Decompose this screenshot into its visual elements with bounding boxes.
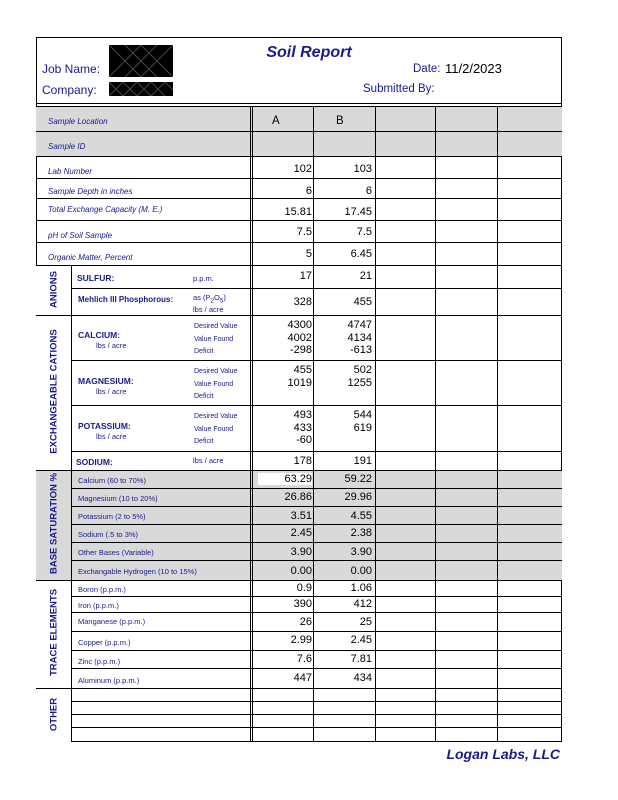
desired-label: Desired Value xyxy=(194,368,238,375)
value: -613 xyxy=(349,344,372,356)
column-a-header: A xyxy=(272,115,280,127)
other-row xyxy=(36,727,562,742)
value: 455 xyxy=(293,364,312,376)
value-b: 2.38 xyxy=(350,527,372,539)
value: -60 xyxy=(296,434,312,446)
date-label: Date: xyxy=(413,63,441,75)
value-b: 6 xyxy=(365,185,372,197)
row-lab-number xyxy=(36,156,562,178)
row-label: SULFUR: xyxy=(77,273,115,283)
value-b: 21 xyxy=(359,270,372,282)
value: 4300 xyxy=(287,319,312,331)
row-label: Manganese (p.p.m.) xyxy=(78,617,146,626)
section-label: OTHER xyxy=(48,697,60,732)
unit-sub: 5 xyxy=(219,297,224,305)
value-b: 17.45 xyxy=(344,206,372,218)
value-a: 2.45 xyxy=(290,527,312,539)
value-a: 0.9 xyxy=(296,582,312,594)
unit-label: lbs / acre xyxy=(193,456,224,465)
trace-row xyxy=(36,612,562,631)
potassium-values-a xyxy=(258,409,312,447)
trace-row xyxy=(36,631,562,650)
row-tec xyxy=(36,198,562,220)
value: 1019 xyxy=(287,376,312,389)
col-divider xyxy=(252,106,253,742)
section-other xyxy=(36,688,72,742)
row-sample-location xyxy=(36,106,562,131)
row-label: pH of Soil Sample xyxy=(48,231,113,240)
row-magnesium xyxy=(36,360,562,405)
value-a: 3.90 xyxy=(290,546,312,558)
row-label: Copper (p.p.m.) xyxy=(78,638,131,647)
row-label: Total Exchange Capacity (M. E.) xyxy=(48,205,163,214)
value-b: 2.45 xyxy=(350,634,372,646)
header-divider xyxy=(36,103,562,104)
row-sample-depth xyxy=(36,178,562,198)
row-label: POTASSIUM: xyxy=(78,421,131,431)
date-value: 11/2/2023 xyxy=(445,61,502,76)
submitted-by-label: Submitted By: xyxy=(363,83,435,95)
section-cations xyxy=(36,315,72,470)
col-divider xyxy=(497,106,498,742)
value-b: 4.55 xyxy=(350,510,372,522)
soil-table xyxy=(36,106,562,742)
row-label: CALCIUM: xyxy=(78,330,121,340)
potassium-value-labels xyxy=(194,411,237,449)
value-a: 178 xyxy=(293,455,312,467)
row-potassium xyxy=(36,405,562,451)
value-a: 390 xyxy=(293,598,312,610)
row-organic-matter xyxy=(36,242,562,265)
section-label: TRACE ELEMENTS xyxy=(48,588,60,677)
row-ph xyxy=(36,220,562,242)
calcium-value-labels xyxy=(194,321,237,359)
row-sodium xyxy=(36,451,562,470)
redacted-company xyxy=(109,82,173,96)
unit-part: as (P xyxy=(193,293,211,302)
base-sat-row xyxy=(36,524,562,542)
row-label: Sodium (.5 to 3%) xyxy=(78,530,139,539)
row-label: Exchangable Hydrogen (10 to 15%) xyxy=(78,567,197,576)
row-label: Sample ID xyxy=(48,142,86,151)
value-a: 328 xyxy=(293,296,312,308)
magnesium-values-b xyxy=(320,364,372,389)
row-phosphorus xyxy=(36,288,562,315)
row-label: Iron (p.p.m.) xyxy=(78,601,119,610)
value-b: 6.45 xyxy=(350,248,372,260)
value-a: 7.6 xyxy=(296,653,312,665)
section-base-saturation xyxy=(36,470,72,580)
value-a: 6 xyxy=(305,185,312,197)
calcium-values-b xyxy=(320,319,372,357)
row-label: Organic Matter, Percent xyxy=(48,253,133,262)
row-label: Magnesium (10 to 20%) xyxy=(78,494,158,503)
value: 502 xyxy=(353,364,372,376)
value-a: 0.00 xyxy=(290,565,312,577)
phosphorus-unit xyxy=(193,293,226,305)
value: -298 xyxy=(289,344,312,356)
row-sulfur xyxy=(36,265,562,288)
row-label: Potassium (2 to 5%) xyxy=(78,512,146,521)
value: 493 xyxy=(293,409,312,421)
magnesium-value-labels xyxy=(194,366,237,404)
section-trace xyxy=(36,580,72,688)
unit-part: ) xyxy=(223,293,226,302)
value-b: 29.96 xyxy=(344,491,372,503)
trace-row xyxy=(36,596,562,612)
value-b: 103 xyxy=(353,163,372,175)
row-label: Sample Location xyxy=(48,117,108,126)
value-b: 59.22 xyxy=(344,473,372,485)
value: 1255 xyxy=(347,376,372,389)
row-label: Calcium (60 to 70%) xyxy=(78,476,146,485)
trace-row xyxy=(36,650,562,668)
value-a: 15.81 xyxy=(284,206,312,218)
value-a: 5 xyxy=(305,248,312,260)
value: 544 xyxy=(353,409,372,421)
row-label: Boron (p.p.m.) xyxy=(78,585,126,594)
magnesium-values-a xyxy=(258,364,312,389)
row-calcium xyxy=(36,315,562,360)
base-sat-row xyxy=(36,470,562,488)
value-a: 2.99 xyxy=(290,634,312,646)
value-a: 26 xyxy=(299,616,312,628)
section-label: ANIONS xyxy=(48,271,60,308)
value-a: 102 xyxy=(293,163,312,175)
col-divider xyxy=(435,106,436,742)
unit-label: lbs / acre xyxy=(96,341,127,350)
trace-row xyxy=(36,668,562,688)
column-b-header: B xyxy=(336,115,344,127)
deficit-label: Deficit xyxy=(194,393,214,400)
value-a: 447 xyxy=(293,672,312,684)
value-b: 3.90 xyxy=(350,546,372,558)
redacted-job-name xyxy=(109,45,173,77)
value-b: 25 xyxy=(359,616,372,628)
trace-row xyxy=(36,580,562,596)
row-label: Mehlich III Phosphorous: xyxy=(78,295,174,304)
row-label: Sample Depth in inches xyxy=(48,187,133,196)
deficit-label: Deficit xyxy=(194,348,214,355)
value-a: 26.86 xyxy=(284,491,312,503)
value: 619 xyxy=(353,421,372,434)
base-sat-row xyxy=(36,488,562,506)
col-divider xyxy=(250,106,251,742)
value-b: 1.06 xyxy=(350,582,372,594)
other-row xyxy=(36,701,562,714)
row-label: Other Bases (Variable) xyxy=(78,548,154,557)
section-label: EXCHANGEABLE CATIONS xyxy=(48,329,60,454)
row-label: Zinc (p.p.m.) xyxy=(78,657,121,666)
value-a: 17 xyxy=(299,270,312,282)
base-sat-row xyxy=(36,560,562,580)
found-label: Value Found xyxy=(194,380,234,388)
row-label: Lab Number xyxy=(48,167,93,176)
value-a: 3.51 xyxy=(290,510,312,522)
value: 433 xyxy=(293,421,312,434)
value-a: 63.29 xyxy=(258,473,312,485)
company-footer: Logan Labs, LLC xyxy=(446,746,560,762)
base-sat-row xyxy=(36,506,562,524)
found-label: Value Found xyxy=(194,425,234,433)
col-divider xyxy=(375,106,376,742)
value: 4134 xyxy=(347,331,372,344)
unit-label: p.p.m. xyxy=(193,274,214,283)
row-label: Aluminum (p.p.m.) xyxy=(78,676,140,685)
section-label: BASE SATURATION % xyxy=(48,473,60,574)
unit-label: lbs / acre xyxy=(96,387,127,396)
value: 4747 xyxy=(347,319,372,331)
unit-sub: 2 xyxy=(210,297,214,305)
desired-label: Desired Value xyxy=(194,413,238,420)
calcium-values-a xyxy=(258,319,312,357)
value-b: 455 xyxy=(353,296,372,308)
base-sat-row xyxy=(36,542,562,560)
row-label: MAGNESIUM: xyxy=(78,376,134,386)
other-row xyxy=(36,714,562,727)
company-label: Company: xyxy=(42,83,97,97)
value-b: 7.81 xyxy=(350,653,372,665)
report-title: Soil Report xyxy=(266,44,352,61)
row-label: SODIUM: xyxy=(76,457,113,467)
job-name-label: Job Name: xyxy=(42,62,101,76)
value-a: 7.5 xyxy=(296,226,312,238)
section-anions xyxy=(36,265,72,315)
value-b: 412 xyxy=(353,598,372,610)
value-b: 434 xyxy=(353,672,372,684)
unit-label: lbs / acre xyxy=(193,305,224,314)
col-divider xyxy=(313,106,314,742)
row-sample-id xyxy=(36,131,562,156)
value-b: 7.5 xyxy=(356,226,372,238)
value-b: 191 xyxy=(353,455,372,467)
found-label: Value Found xyxy=(194,335,234,343)
deficit-label: Deficit xyxy=(194,438,214,445)
unit-label: lbs / acre xyxy=(96,432,127,441)
desired-label: Desired Value xyxy=(194,323,238,330)
unit-part: O xyxy=(214,293,220,302)
value-b: 0.00 xyxy=(350,565,372,577)
other-row xyxy=(36,688,562,701)
value: 4002 xyxy=(287,331,312,344)
potassium-values-b xyxy=(320,409,372,434)
